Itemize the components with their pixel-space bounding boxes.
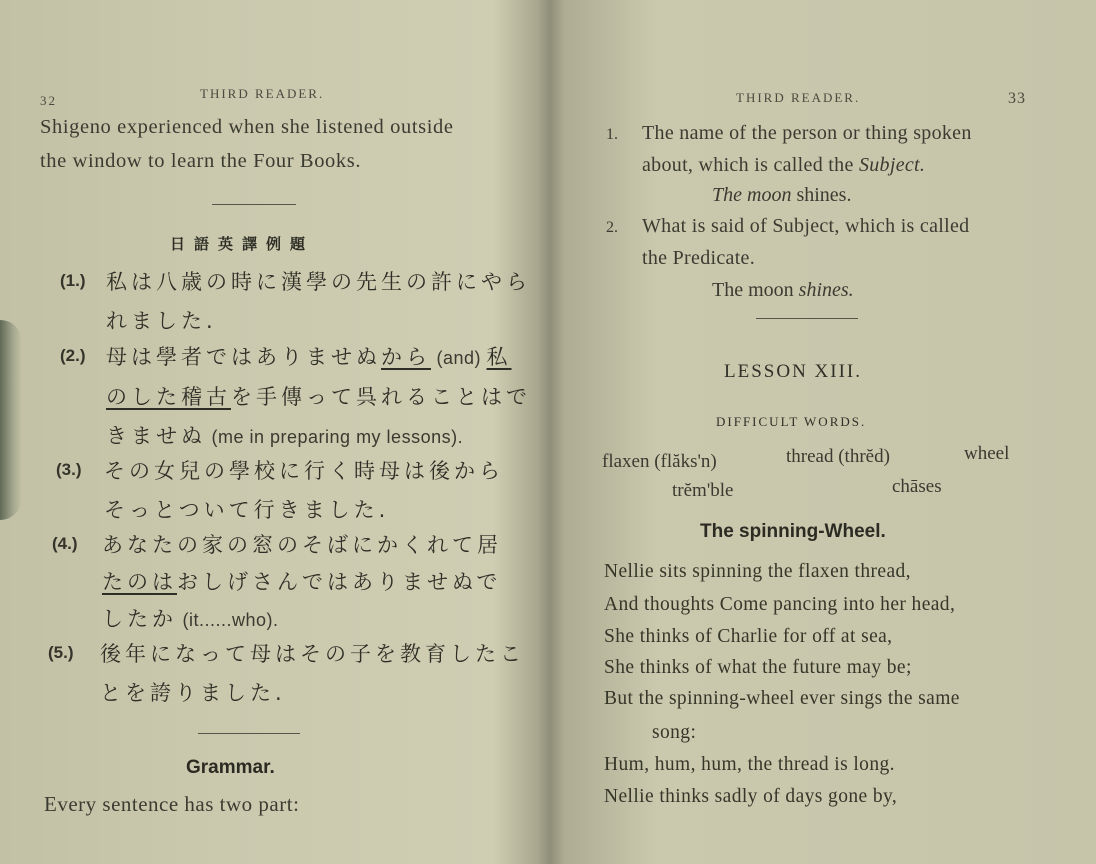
right-page — [548, 0, 1096, 864]
exercise-number-1: (1.) — [60, 271, 86, 290]
running-head-left: THIRD READER. — [200, 86, 325, 101]
exercise-2-line-2 — [106, 381, 531, 411]
definition-2-example-subject: The moon — [712, 279, 799, 301]
page-number-left: 32 — [40, 93, 57, 108]
exercise-5-line-2: とを誇りました. — [100, 681, 286, 705]
word-chases: chāses — [892, 476, 942, 497]
exercise-number-4: (4.) — [52, 534, 78, 553]
exercise-1-line-2: れました. — [106, 309, 217, 333]
exercise-4-hint: (it......who). — [177, 610, 279, 630]
exercise-2-text-b: を手傳って呉れることはで — [231, 385, 531, 409]
definition-1-example-rest: shines. — [791, 184, 852, 206]
exercise-4-line-1: あなたの家の窓のそばにかくれて居 — [102, 533, 502, 557]
exercise-1-line-1: 私は八歳の時に漢學の先生の許にやら — [106, 270, 531, 294]
definition-2-line-2: the Predicate. — [642, 247, 756, 269]
poem-title: The spinning-Wheel. — [700, 521, 886, 542]
definition-2-example — [712, 279, 854, 302]
exercise-2-text-a: 母は學者ではありませぬ — [106, 345, 381, 369]
definition-1-example-subject: The moon — [712, 184, 792, 206]
poem-line-8: Nellie thinks sadly of days gone by, — [604, 786, 898, 807]
lesson-heading: LESSON XIII. — [724, 361, 862, 382]
exercise-number-5: (5.) — [48, 643, 74, 662]
exercise-number-2: (2.) — [60, 346, 86, 365]
exercise-2-text-c: きませぬ — [106, 424, 206, 448]
running-head-right: THIRD READER. — [736, 90, 861, 105]
poem-line-1: Nellie sits spinning the flaxen thread, — [604, 561, 911, 582]
exercise-heading: 日語英譯例題 — [170, 235, 315, 253]
exercise-2-hint: (me in preparing my lessons). — [206, 427, 464, 447]
definition-1-example — [712, 184, 851, 207]
word-flaxen: flaxen (flăks'n) — [602, 451, 717, 472]
grammar-heading: Grammar. — [186, 757, 275, 778]
definition-number-2: 2. — [606, 219, 618, 236]
poem-line-3: She thinks of Charlie for off at sea, — [604, 626, 893, 647]
exercise-number-3: (3.) — [56, 460, 82, 479]
word-thread: thread (thrĕd) — [786, 446, 890, 467]
exercise-2-underlined-kara: から — [381, 345, 431, 369]
poem-line-6: song: — [652, 722, 697, 743]
exercise-2-underlined-watashi: 私 — [486, 345, 512, 369]
definition-1-term: Subject. — [858, 154, 926, 176]
page-number-right: 33 — [1008, 90, 1026, 107]
intro-line-2: the window to learn the Four Books. — [40, 150, 362, 172]
exercise-4-line-2 — [102, 566, 501, 596]
definition-number-1: 1. — [606, 126, 618, 143]
definition-2-line-1: What is said of Subject, which is called — [642, 215, 970, 237]
exercise-2-underlined-keiko: のした稽古 — [106, 385, 231, 409]
intro-line-1: Shigeno experienced when she listened outside — [40, 116, 454, 138]
exercise-2-line-3 — [106, 420, 463, 450]
grammar-line: Every sentence has two part: — [44, 792, 300, 816]
word-tremble: trĕm'ble — [672, 480, 734, 501]
definition-2-example-predicate: shines. — [798, 279, 854, 301]
exercise-4-text-b: おしげさんではありませぬで — [177, 570, 502, 594]
poem-line-4: She thinks of what the future may be; — [604, 657, 912, 678]
poem-line-5: But the spinning-wheel ever sings the same — [604, 688, 960, 709]
exercise-2-hint-and: (and) — [431, 348, 487, 368]
exercise-3-line-1: その女兒の學校に行く時母は後から — [104, 459, 504, 483]
word-wheel: wheel — [964, 443, 1010, 464]
exercise-5-line-1: 後年になって母はその子を教育したこ — [100, 642, 525, 666]
exercise-4-line-3 — [102, 603, 279, 633]
grammar-divider — [198, 733, 300, 734]
definition-1-text: about, which is called the — [642, 154, 859, 176]
poem-line-2: And thoughts Come pancing into her head, — [604, 594, 956, 615]
definition-1-line-1: The name of the person or thing spoken — [642, 122, 972, 144]
lesson-divider — [756, 318, 858, 319]
definition-1-line-2 — [642, 154, 925, 177]
exercise-2-line-1 — [106, 341, 512, 371]
exercise-4-text-c: したか — [102, 607, 177, 631]
exercise-4-underlined-tanowa: たのは — [102, 570, 177, 594]
section-divider — [212, 204, 296, 205]
exercise-3-line-2: そっとついて行きました. — [104, 498, 390, 522]
difficult-words-heading: DIFFICULT WORDS. — [716, 414, 867, 429]
left-page — [0, 0, 531, 864]
poem-line-7: Hum, hum, hum, the thread is long. — [604, 754, 895, 775]
